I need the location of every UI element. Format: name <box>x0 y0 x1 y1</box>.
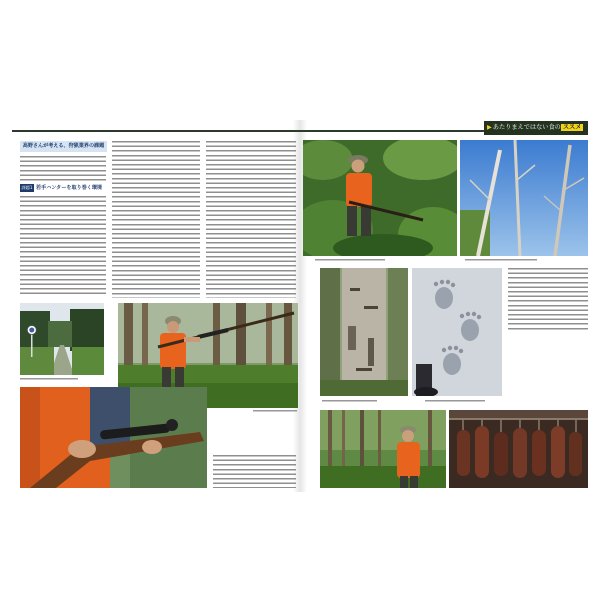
body-text-block <box>20 196 106 296</box>
body-text-block <box>112 141 200 298</box>
photo-woman-hunter <box>320 410 446 488</box>
photo-caption <box>322 400 377 403</box>
issue-heading: 若手ハンターを取り巻く環境 <box>36 185 103 191</box>
bare-trees-sky-image <box>460 140 588 256</box>
tree-bark-image <box>320 268 408 396</box>
photo-caption <box>425 400 485 403</box>
hunter-in-ferns-image <box>303 140 457 256</box>
bear-tracks-image <box>412 268 502 396</box>
photo-rifle-closeup <box>20 387 207 488</box>
photo-bear-tracks <box>412 268 502 396</box>
body-text-block <box>20 156 106 181</box>
arrow-icon: ▶ <box>487 124 492 131</box>
issue-badge: 課題1 <box>21 185 33 190</box>
series-highlight: ススメ <box>562 124 582 131</box>
forest-trail-image <box>20 303 104 375</box>
photo-forest-trail <box>20 303 104 375</box>
body-text-block <box>206 141 296 298</box>
rifle-closeup-image <box>20 387 207 488</box>
photo-tree-bark <box>320 268 408 396</box>
body-text-block <box>213 455 296 488</box>
photo-hanging-sausages <box>449 410 588 488</box>
series-title: あたりまえではない食の <box>492 124 561 131</box>
hanging-sausages-image <box>449 410 588 488</box>
photo-caption <box>253 410 297 413</box>
photo-caption <box>315 259 385 262</box>
photo-caption <box>465 259 537 262</box>
woman-hunter-image <box>320 410 446 488</box>
series-title-tab <box>484 121 588 135</box>
photo-hunter-in-ferns <box>303 140 457 256</box>
photo-bare-trees-sky <box>460 140 588 256</box>
body-text-block <box>508 268 588 330</box>
section-heading: 高野さんが考える、狩猟業界の課題 <box>20 141 107 152</box>
photo-caption <box>20 378 78 381</box>
